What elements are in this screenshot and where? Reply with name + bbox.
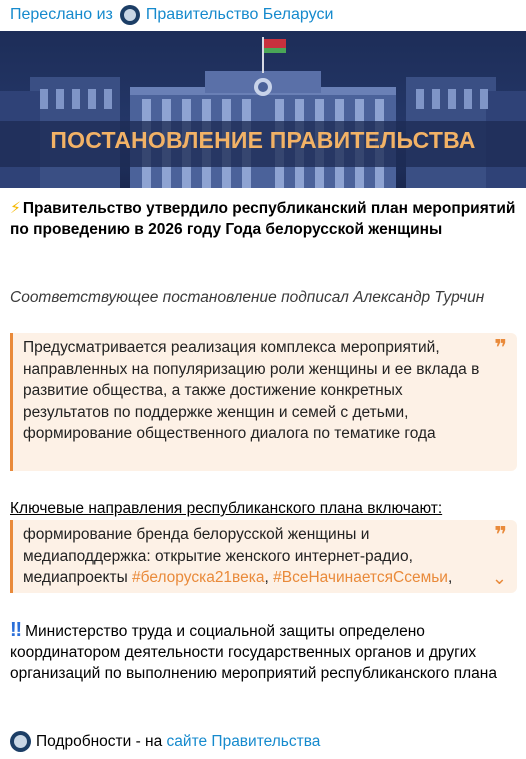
hashtag-link[interactable]: #белоруска21века	[132, 569, 265, 586]
government-site-link[interactable]: сайте Правительства	[166, 733, 321, 750]
quote-icon: ❞	[494, 522, 507, 547]
headline-text: Правительство утвердило республиканский план мероприятий по проведению в 2026 году Года белорусской женщины	[10, 200, 516, 238]
lightning-icon: ⚡	[10, 200, 21, 217]
post-subtitle: Соответствующее постановление подписал Александр Турчин	[10, 289, 485, 306]
ministry-text: Министерство труда и социальной защиты определено координатором деятельности государственных органов и других организаций по выполнению мероприятий республиканского плана	[10, 623, 497, 682]
ministry-paragraph	[10, 620, 516, 684]
channel-avatar-icon[interactable]	[120, 5, 140, 25]
post-image-banner[interactable]	[0, 31, 526, 188]
blockquote-directions-text: формирование бренда белорусской женщины и медиаподдержка: открытие женского интернет-радио, медиапроекты	[23, 526, 413, 586]
details-prefix: Подробности - на	[36, 733, 163, 750]
forwarded-label: Переслано из	[10, 6, 113, 23]
banner-title: ПОСТАНОВЛЕНИЕ ПРАВИТЕЛЬСТВА	[50, 127, 476, 153]
details-line	[10, 731, 516, 752]
double-exclamation-icon: ‼	[10, 619, 23, 641]
blockquote-plan-text: Предусматривается реализация комплекса мероприятий, направленных на популяризацию роли женщины и ее вклада в развитие общества, а также достижение конкретных результатов по поддержке женщин и семей с детьми, формирование общественного диалога по тематике года	[23, 339, 480, 442]
hashtag-separator: ,	[264, 569, 274, 586]
key-directions-label: Ключевые направления республиканского плана включают:	[10, 500, 443, 517]
blockquote-plan	[10, 333, 517, 471]
hashtag-link[interactable]: #ВсеНачинаетсяСсемьи	[273, 569, 448, 586]
blockquote-directions[interactable]	[10, 520, 517, 593]
government-building-illustration	[0, 31, 526, 188]
forwarded-channel-name[interactable]: Правительство Беларуси	[145, 6, 334, 23]
blockquote-tail: ,	[447, 569, 453, 586]
chevron-down-icon[interactable]: ⌄	[491, 568, 507, 588]
channel-emoji-icon	[10, 731, 31, 752]
quote-icon: ❞	[494, 335, 507, 360]
post-headline	[10, 198, 516, 240]
forwarded-from-header[interactable]	[10, 0, 333, 30]
